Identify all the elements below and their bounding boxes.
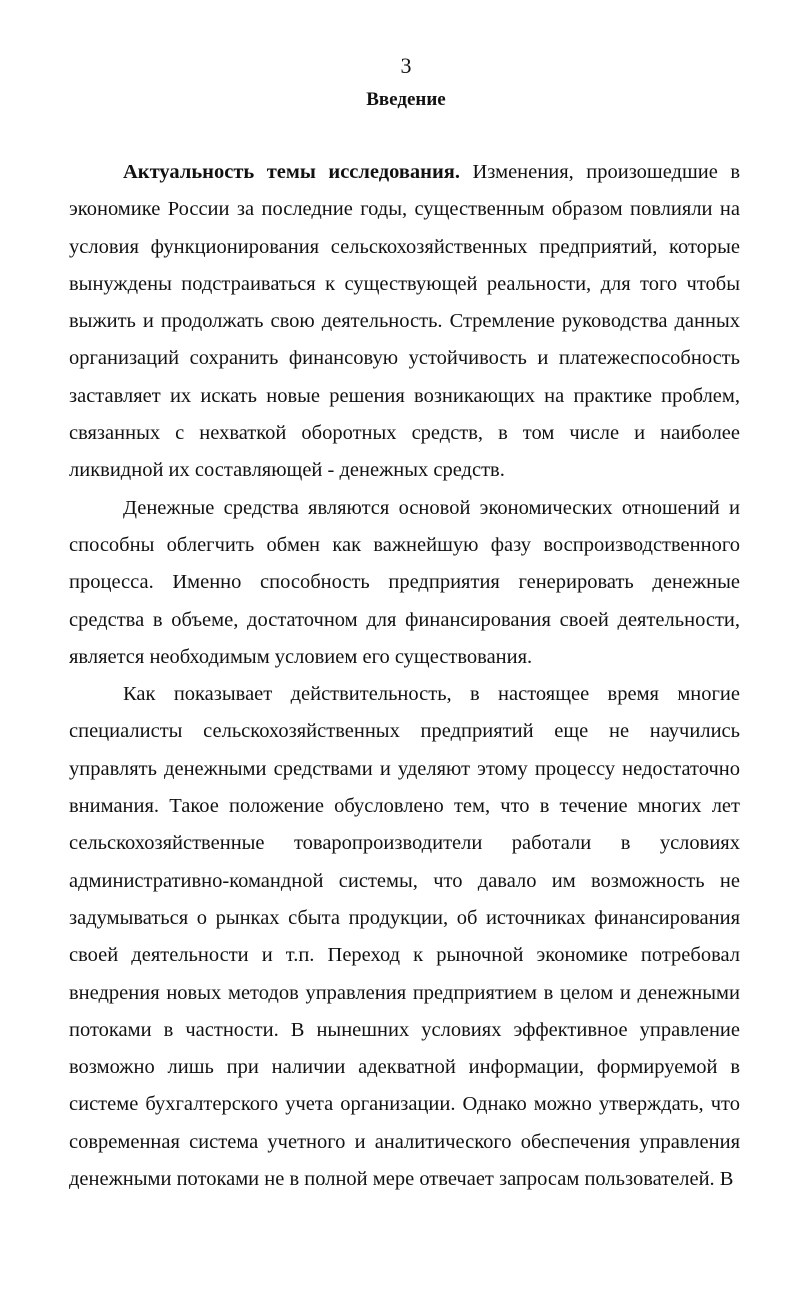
section-heading: Введение [366,89,446,110]
paragraph-cash: Денежные средства являются основой экономических отношений и способны облегчить обмен как важнейшую фазу воспроизводственного процесса. Именно способность предприятия генерировать денежные средства в объеме, достаточном для финансирования своей деятельности, является необходимым условием его существования. [69,496,740,668]
paragraph-text: Изменения, произошедшие в экономике России за последние годы, существенным образом повлияли на условия функционирования сельскохозяйственных предприятий, которые вынуждены подстраиваться к существующей реальности, для того чтобы выжить и продолжать свою деятельность. Стремление руководства данных организаций сохранить финансовую устойчивость и платежеспособность заставляет их искать новые решения возникающих на практике проблем, связанных с нехваткой оборотных средств, в том числе и наиболее ликвидной их составляющей - денежных средств. [69,161,741,482]
paragraph-relevance [69,154,740,490]
paragraph-practice: Как показывает действительность, в настоящее время многие специалисты сельскохозяйственных предприятий еще не научились управлять денежными средствами и уделяют этому процессу недостаточно внимания. Такое положение обусловлено тем, что в течение многих лет сельскохозяйственные товаропроизводители работали в условиях административно-командной системы, что давало им возможность не задумываться о рынках сбыта продукции, об источниках финансирования своей деятельности и т.п. Переход к рыночной экономике потребовал внедрения новых методов управления предприятием в целом и денежными потоками в частности. В нынешних условиях эффективное управление возможно лишь при наличии адекватной информации, формируемой в системе бухгалтерского учета организации. Однако можно утверждать, что современная система учетного и аналитического обеспечения управления денежными потоками не в полной мере отвечает запросам пользователей. В [69,683,740,1191]
page-number: 3 [400,53,412,78]
body-text [69,154,740,1198]
paragraph-lead: Актуальность темы исследования. [123,161,460,183]
